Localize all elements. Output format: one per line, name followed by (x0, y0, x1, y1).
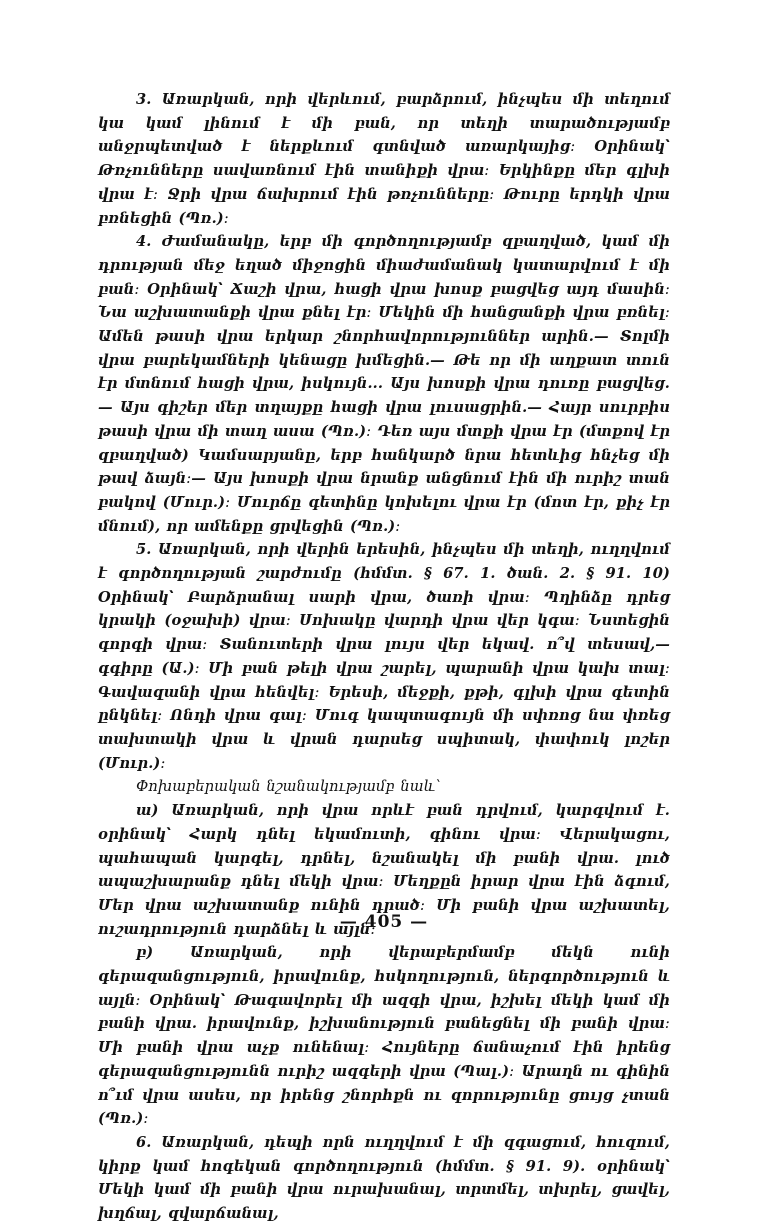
paragraph-3-spatial-above: 3. Առարկան, որի վերևում, բարձրում, ինչպես մի տեղում կա կամ լինում է մի բան, որ տեղի տարածությամբ անջրպետված է ներքևում գտնված առարկայից։ Օրինակ՝ Թռչունները սավառնում էին տանիքի վրա։ Երկինքը մեր գլխի վրա է։ Ջրի վրա ճախրում էին թռչունները։ Թուրը երդկի վրա բռնեցին (Պռ.)։ (98, 91, 670, 227)
paragraph-figurative-heading: Փոխաբերական նշանակությամբ նաև՝ (136, 778, 441, 796)
paragraph-6-feeling-toward: 6. Առարկան, դեպի որն ուղղվում է մի զգացում, հուզում, կիրք կամ հոգեկան գործողություն (հմմտ. § 91. 9). օրինակ՝ Մեկի կամ մի բանի վրա ուրախանալ, տրտմել, տխրել, ցավել, խղճալ, զվարճանալ, (98, 1133, 670, 1223)
paragraph-figurative-a: ա) Առարկան, որի վրա որևէ բան դրվում, կարգվում է. օրինակ՝ Հարկ դնել եկամուտի, գինու վրա։ Վերակացու, պահապան կարգել, դրնել, նշանակել մի բանի վրա. լուծ ապաշխարանք դնել մեկի վրա։ Մեղքըն իրար վրա էին ձգում, Մեր վրա աշխատանք ունին դրած։ Մի բանի վրա աշխատել, ուշադրություն դարձնել և այլն։ (98, 802, 670, 938)
page-number: — 405 — (339, 912, 429, 932)
book-page-text (98, 88, 670, 1226)
paragraph-5-surface-motion: 5. Առարկան, որի վերին երեսին, ինչպես մի տեղի, ուղղվում է գործողության շարժումը (հմմտ. § 67. 1. ծան. 2. § 91. 10) Օրինակ՝ Բարձրանալ սարի վրա, ծառի վրա։ Պղինձը դրեց կրակի (օջախի) վրա։ Սոխակը վարդի վրա վեր կգա։ Նստեցին գորգի վրա։ Տանուտերի վրա լույս վեր եկավ. ո՞վ տեսավ,— գգիրը (Ա.)։ Մի բան թելի վրա շարել, պարանի վրա կախ տալ։ Գավազանի վրա հենվել։ Երեսի, մեջքի, քթի, գլխի վրա գետին ընկնել։ Ոնդի վրա գալ։ Մուգ կապտագույն մի սփռոց նա փռեց տախտակի վրա և վրան դարսեց սպիտակ, փափուկ լոշեր (Մուր.)։ (98, 541, 670, 772)
paragraph-4-time-during: 4. Ժամանակը, երբ մի գործողությամբ զբաղված, կամ մի դրության մեջ եղած միջոցին միաժամանակ կատարվում է մի բան։ Օրինակ՝ Ճաշի վրա, հացի վրա խոսք բացվեց այդ մասին։ Նա աշխատանքի վրա քնել էր։ Մեկին մի հանցանքի վրա բռնել։ Ամեն թասի վրա երկար շնորհավորություններ արին.— Տոլմի վրա բարեկամների կենացը խմեցին.— Թե որ մի աղքատ տուն էր մտնում հացի վրա, իսկույն... Այս խոսքի վրա դուռը բացվեց.— Այս գիշեր մեր տղայքը հացի վրա լուսացրին.— Հայր սուրբիս թասի վրա մի տաղ ասա (Պռ.)։ Դեռ այս մտքի վրա էր (մտքով էր զբաղված) Կամսարյանը, երբ հանկարծ նրա հետևից հնչեց մի թավ ձայն։— Այս խոսքի վրա նրանք անցնում էին մի ուրիշ տան բակով (Մուր.)։ Մուրճը գետինը կոխելու վրա էր (մոտ էր, քիչ էր մնում), որ ամենքը ցրվեցին (Պռ.)։ (98, 233, 670, 535)
paragraph-figurative-b: բ) Առարկան, որի վերաբերմամբ մեկն ունի գերազանցություն, իրավունք, հսկողություն, ներգործություն և այլն։ Օրինակ՝ Թագավորել մի ազգի վրա, իշխել մեկի կամ մի բանի վրա. իրավունք, իշխանություն բանեցնել մի բանի վրա։ Մի բանի վրա աչք ունենալ։ Հույները ճանաչում էին իրենց գերազանցությունն ուրիշ ազգերի վրա (Պալ.)։ Արաղն ու գինին ո՞ւմ վրա ասես, որ իրենց շնորհքն ու զորությունը ցույց չտան (Պռ.)։ (98, 944, 670, 1128)
